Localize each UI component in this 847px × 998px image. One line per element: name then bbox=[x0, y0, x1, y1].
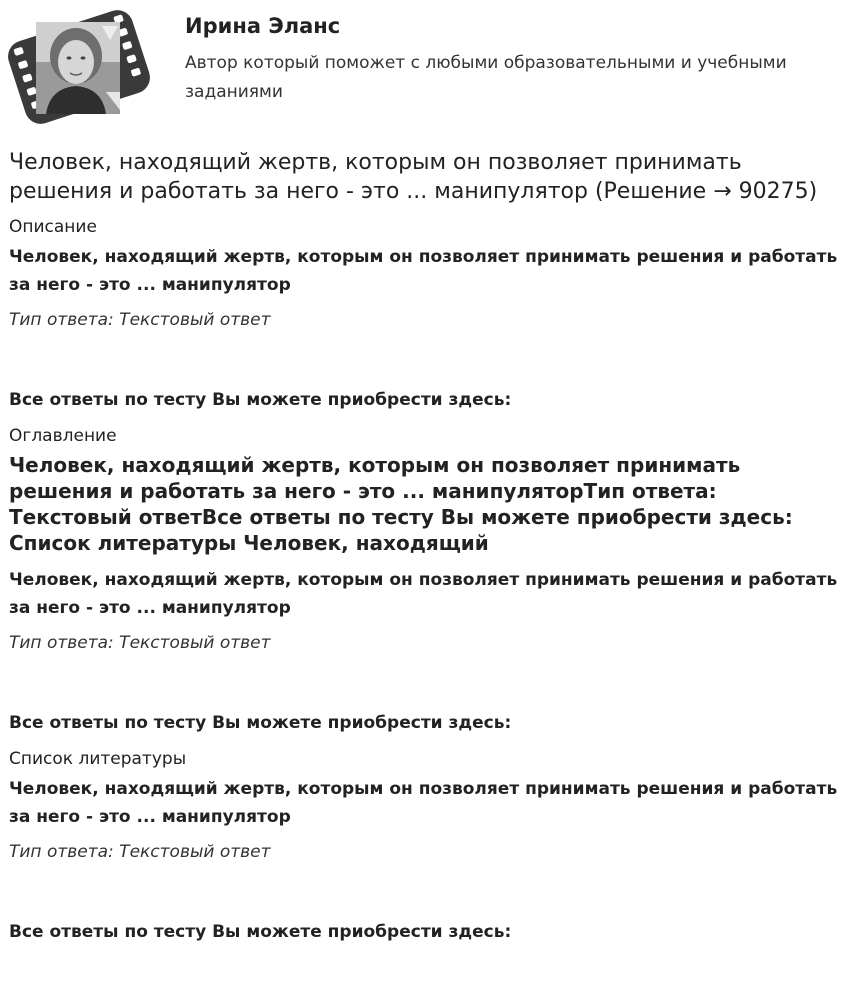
literature-question: Человек, находящий жертв, которым он позволяет принимать решения и работать за него - это ... манипулятор bbox=[9, 779, 838, 827]
author-description: Автор который поможет с любыми образовательными и учебными заданиями bbox=[185, 53, 787, 102]
toc-label: Оглавление bbox=[9, 426, 117, 446]
literature-section bbox=[9, 748, 839, 943]
author-name: Ирина Эланс bbox=[185, 14, 341, 38]
description-question: Человек, находящий жертв, которым он позволяет принимать решения и работать за него - это ... манипулятор bbox=[9, 247, 838, 295]
toc-question: Человек, находящий жертв, которым он позволяет принимать решения и работать за него - это ... манипулятор bbox=[9, 570, 838, 618]
description-label: Описание bbox=[9, 217, 97, 237]
description-section bbox=[9, 216, 839, 411]
literature-answer-type: Тип ответа: Текстовый ответ bbox=[9, 842, 271, 862]
toc-summary: Человек, находящий жертв, которым он позволяет принимать решения и работать за него - это ... манипуляторТип ответа: Текстовый ответВсе ответы по тесту Вы можете приобрести здесь: Список литературы Человек, находящий bbox=[9, 453, 793, 555]
toc-section bbox=[9, 425, 839, 734]
description-buy-note: Все ответы по тесту Вы можете приобрести здесь: bbox=[9, 390, 512, 410]
literature-buy-note: Все ответы по тесту Вы можете приобрести здесь: bbox=[9, 922, 512, 942]
author-avatar bbox=[6, 6, 152, 128]
author-header bbox=[0, 0, 847, 130]
literature-label: Список литературы bbox=[9, 749, 187, 769]
page-title: Человек, находящий жертв, которым он позволяет принимать решения и работать за него - это ... манипулятор (Решение → 90275) bbox=[9, 150, 818, 204]
main-content bbox=[9, 148, 839, 957]
toc-buy-note: Все ответы по тесту Вы можете приобрести здесь: bbox=[9, 713, 512, 733]
toc-answer-type: Тип ответа: Текстовый ответ bbox=[9, 633, 271, 653]
description-answer-type: Тип ответа: Текстовый ответ bbox=[9, 310, 271, 330]
